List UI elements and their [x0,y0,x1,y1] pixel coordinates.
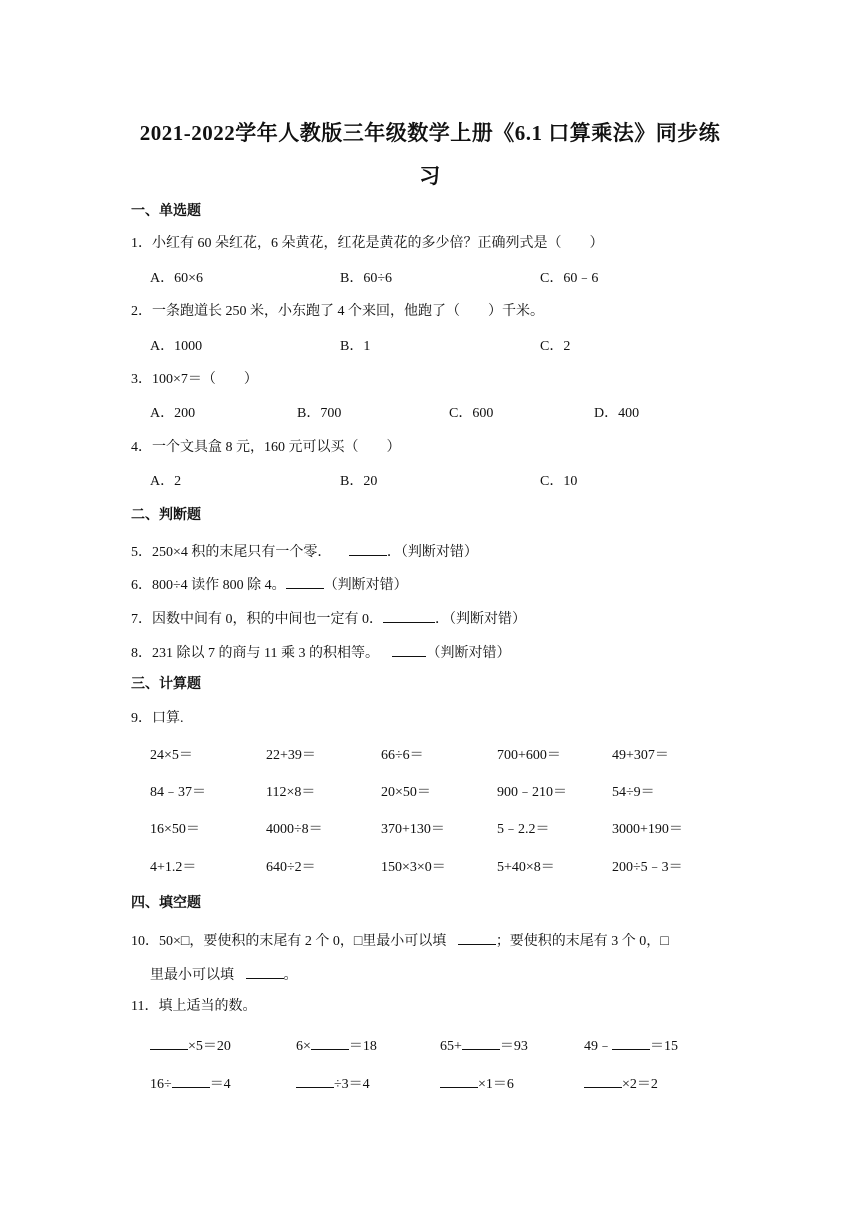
q11-answer-blank[interactable] [311,1034,349,1050]
q6-answer-blank[interactable] [286,573,324,589]
q11-item-suffix: ＝18 [348,1039,377,1054]
calc-item: 150×3×0＝ [381,860,446,875]
q10-text-a: 10．50×□，要使积的末尾有 2 个 0，□里最小可以填 [131,934,447,949]
q11-item-suffix: ＝93 [499,1039,528,1054]
q11-item-prefix: 65+ [440,1039,462,1054]
q6-text: 6．800÷4 读作 800 除 4。 [131,578,286,593]
calc-item: 84﹣37＝ [150,785,206,800]
q11-answer-blank[interactable] [440,1072,478,1088]
calc-item: 900﹣210＝ [497,785,567,800]
question-1-stem: 1．小红有 60 朵红花，6 朵黄花，红花是黄花的多少倍？正确列式是（ ） [131,236,604,251]
q1-option-c[interactable]: C．60﹣6 [540,271,599,286]
q11-item-suffix: ÷3＝4 [334,1077,370,1092]
q2-option-b[interactable]: B．1 [340,339,371,354]
q5-suffix: ．（判断对错） [386,545,478,560]
calc-item: 4+1.2＝ [150,860,197,875]
q11-item [440,1034,528,1057]
q1-option-b[interactable]: B．60÷6 [340,271,393,286]
page-title-line2: 习 [419,164,441,188]
question-9-stem: 9．口算. [131,711,184,726]
page-title-line1: 2021-2022学年人教版三年级数学上册《6.1 口算乘法》同步练 [139,121,721,145]
q11-item-prefix: 6× [296,1039,311,1054]
q10-answer-blank-1[interactable] [458,929,496,945]
q11-item-suffix: ×1＝6 [478,1077,514,1092]
q3-option-d[interactable]: D．400 [594,406,640,421]
question-8 [131,641,510,664]
q4-option-c[interactable]: C．10 [540,474,578,489]
q11-item [584,1034,678,1057]
q7-text: 7．因数中间有 0，积的中间也一定有 0． [131,612,383,627]
calc-item: 112×8＝ [266,785,316,800]
q11-answer-blank[interactable] [612,1034,650,1050]
q10-text-c: 里最小可以填 [150,968,234,983]
calc-item: 5﹣2.2＝ [497,822,550,837]
q10-text-b: ；要使积的末尾有 3 个 0，□ [495,934,669,949]
question-6 [131,573,408,596]
q11-item [296,1034,377,1057]
q5-answer-blank[interactable] [349,540,387,556]
q11-answer-blank[interactable] [172,1072,210,1088]
question-7 [131,607,526,630]
question-4-stem: 4．一个文具盒 8 元，160 元可以买（ ） [131,440,401,455]
calc-item: 640÷2＝ [266,860,316,875]
calc-item: 5+40×8＝ [497,860,555,875]
question-10-line2 [150,963,298,986]
calc-item: 200÷5﹣3＝ [612,860,683,875]
q2-option-c[interactable]: C．2 [540,339,571,354]
q4-option-a[interactable]: A．2 [150,474,182,489]
calc-item: 16×50＝ [150,822,200,837]
q2-option-a[interactable]: A．1000 [150,339,203,354]
q11-item [150,1072,231,1095]
calc-item: 54÷9＝ [612,785,655,800]
q10-answer-blank-2[interactable] [246,963,284,979]
section-heading-fill-blank: 四、填空题 [131,896,201,911]
q8-text: 8．231 除以 7 的商与 11 乘 3 的积相等。 [131,646,379,661]
q11-item-prefix: 16÷ [150,1077,172,1092]
q11-item [296,1072,370,1095]
q11-answer-blank[interactable] [462,1034,500,1050]
question-5 [131,540,478,563]
q5-text: 5．250×4 积的末尾只有一个零． [131,545,332,560]
question-3-stem: 3．100×7＝（ ） [131,372,258,387]
q6-suffix: （判断对错） [323,578,408,593]
calc-item: 24×5＝ [150,748,193,763]
calc-item: 20×50＝ [381,785,431,800]
q11-item [440,1072,514,1095]
q11-item-suffix: ＝15 [650,1039,678,1054]
section-heading-single-choice: 一、单选题 [131,204,201,219]
q11-item [150,1034,231,1057]
q3-option-c[interactable]: C．600 [449,406,494,421]
q1-option-a[interactable]: A．60×6 [150,271,204,286]
q11-answer-blank[interactable] [150,1034,188,1050]
calc-item: 49+307＝ [612,748,669,763]
section-heading-true-false: 二、判断题 [131,508,201,523]
q11-item-suffix: ＝4 [209,1077,231,1092]
section-heading-calculation: 三、计算题 [131,677,201,692]
q4-option-b[interactable]: B．20 [340,474,378,489]
q7-answer-blank[interactable] [383,607,435,623]
calc-item: 22+39＝ [266,748,316,763]
calc-item: 370+130＝ [381,822,445,837]
calc-item: 4000÷8＝ [266,822,323,837]
q10-text-d: 。 [283,968,298,983]
q7-suffix: ．（判断对错） [435,612,526,627]
q3-option-a[interactable]: A．200 [150,406,196,421]
calc-item: 66÷6＝ [381,748,424,763]
q11-item-suffix: ×5＝20 [188,1039,231,1054]
q11-answer-blank[interactable] [584,1072,622,1088]
q11-item-suffix: ×2＝2 [622,1077,658,1092]
calc-item: 700+600＝ [497,748,561,763]
calc-item: 3000+190＝ [612,822,683,837]
q8-suffix: （判断对错） [426,646,511,661]
q11-answer-blank[interactable] [296,1072,334,1088]
q11-item-prefix: 49﹣ [584,1039,612,1054]
q11-item [584,1072,658,1095]
question-11-stem: 11．填上适当的数。 [131,999,257,1014]
q8-answer-blank[interactable] [392,641,426,657]
q3-option-b[interactable]: B．700 [297,406,342,421]
question-10-line1 [131,929,669,952]
question-2-stem: 2．一条跑道长 250 米，小东跑了 4 个来回，他跑了（ ）千米。 [131,304,544,319]
